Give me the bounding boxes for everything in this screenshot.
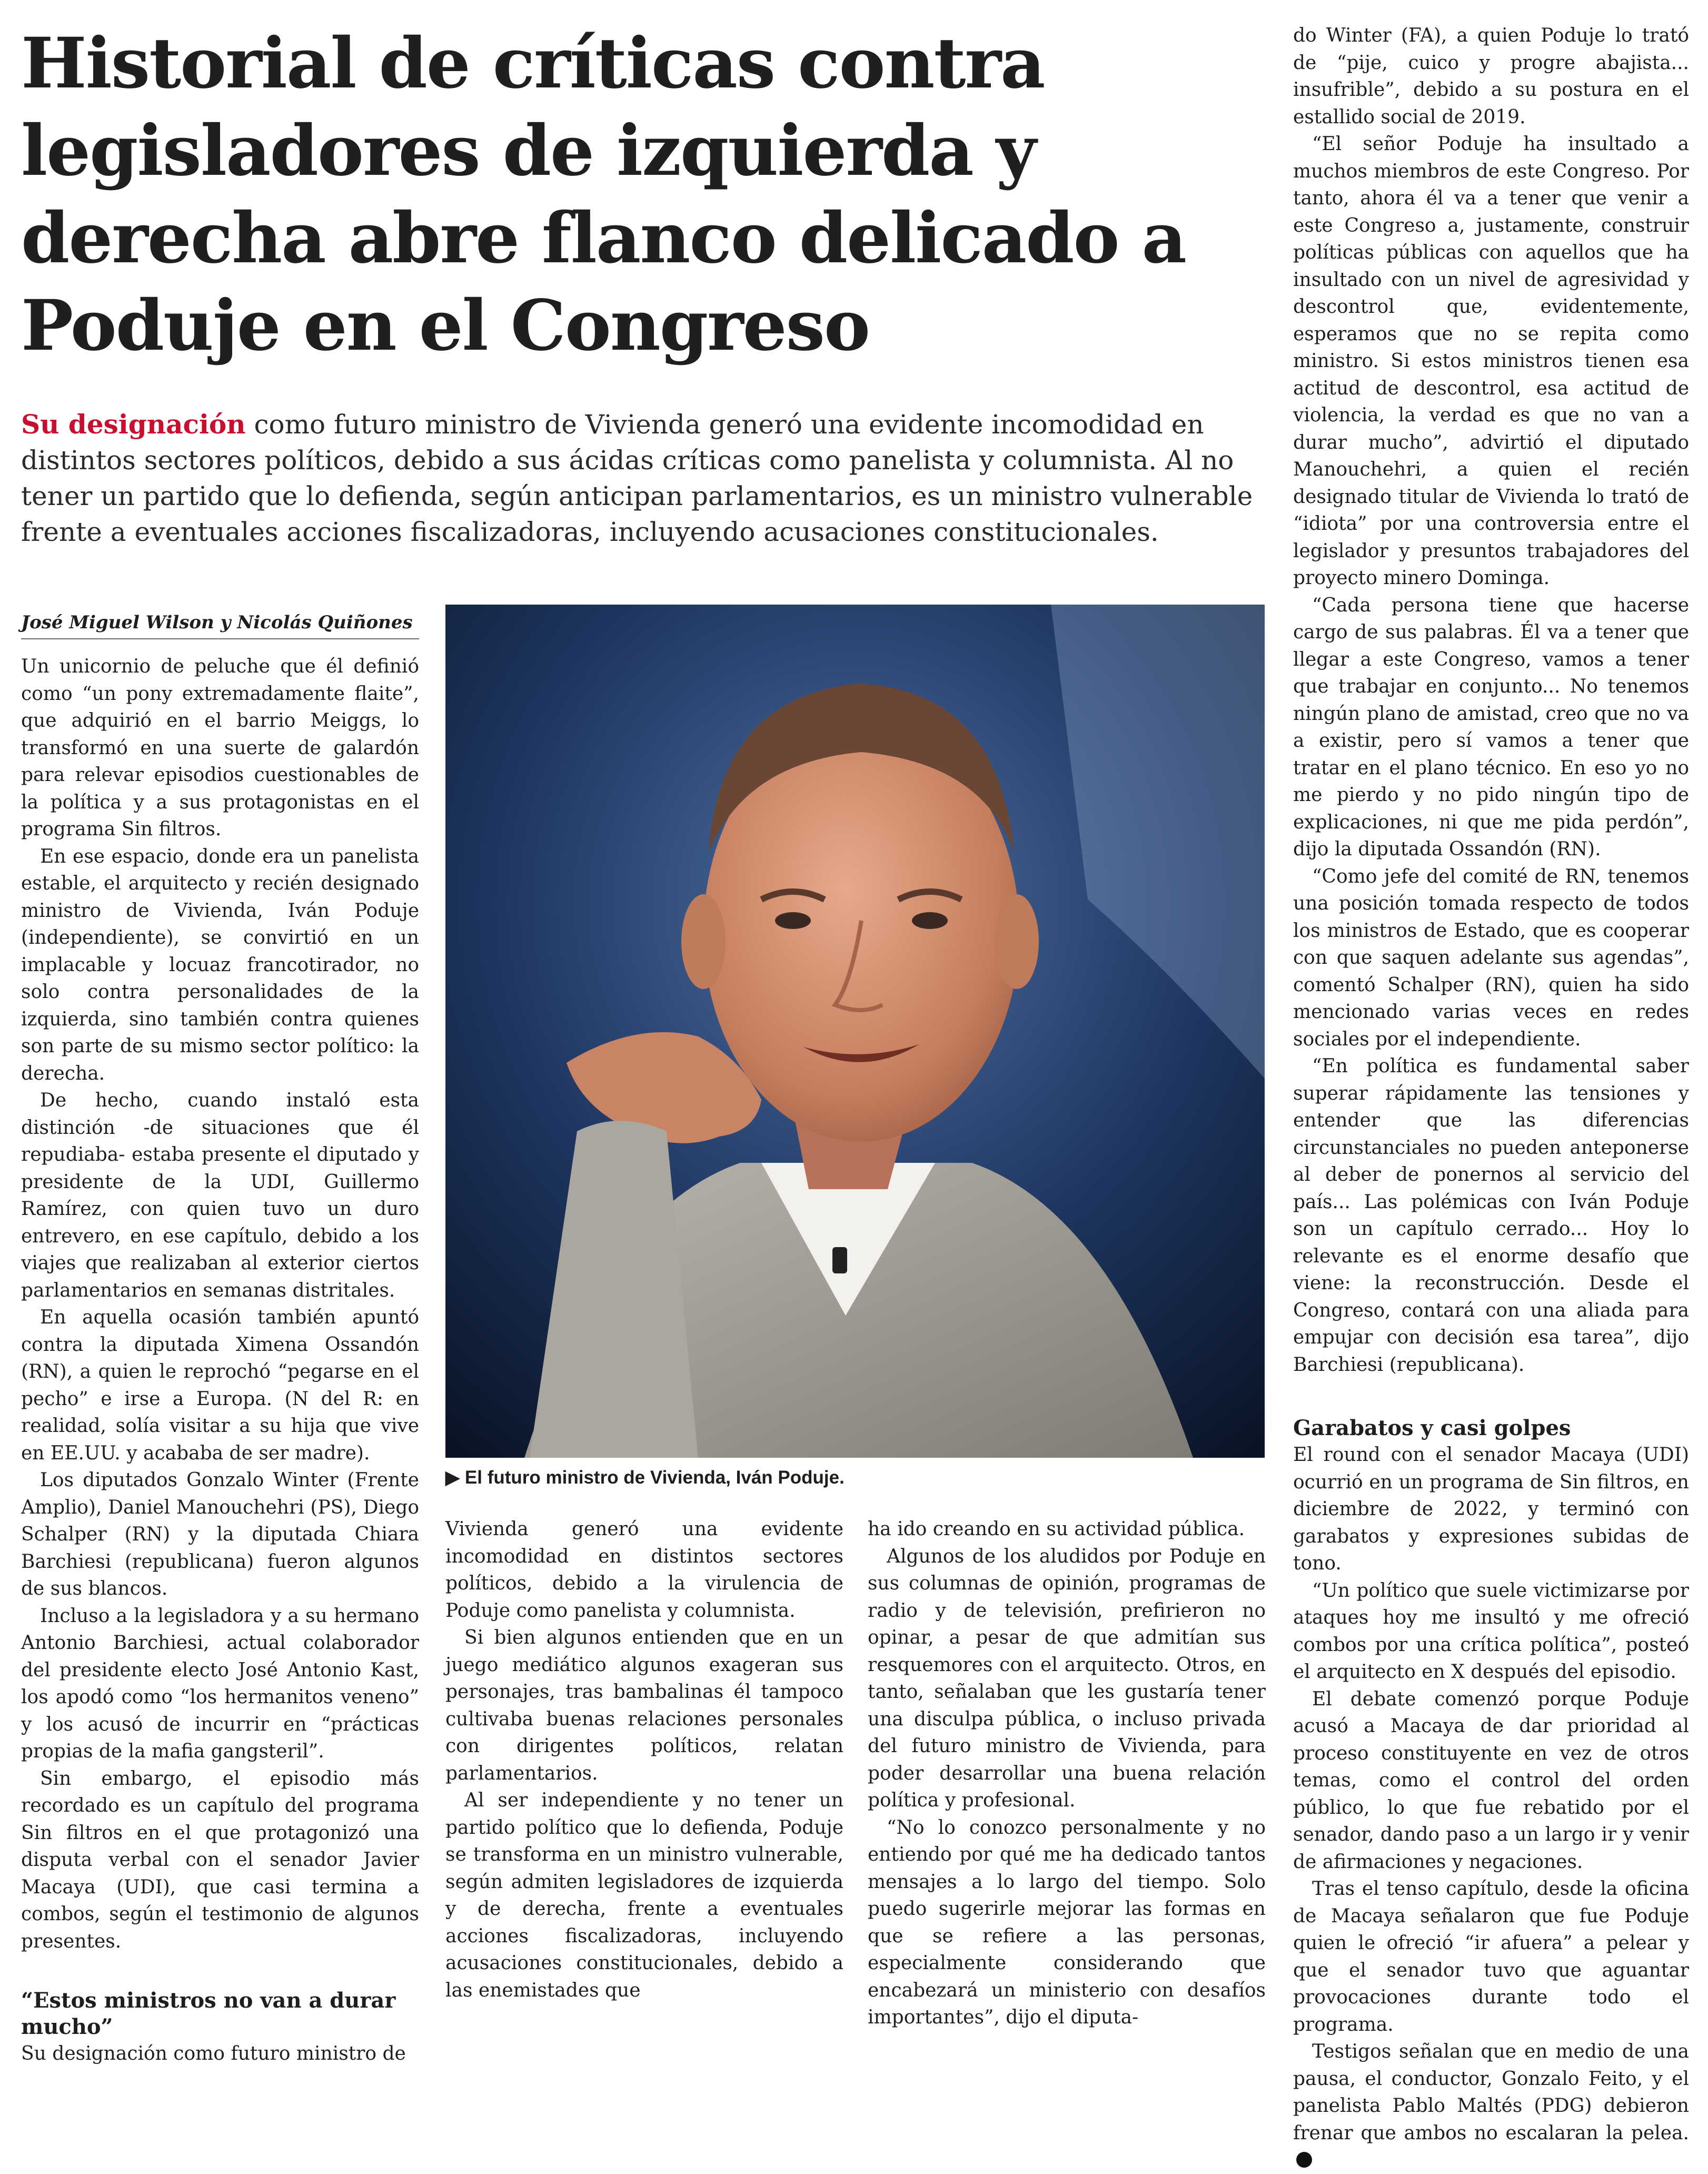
paragraph: Si bien algunos entienden que en un juego mediático algunos exageran sus personajes, tras bambalinas él tampoco cultivaba buenas relaciones personales con dirigentes políticos, relatan parlamentarios. xyxy=(445,1627,843,1784)
paragraph: ha ido creando en su actividad pública. xyxy=(868,1518,1245,1540)
paragraph: Al ser independiente y no tener un partido político que lo defienda, Poduje se transforma en un ministro vulnerable, según admiten legisladores de izquierda y de derecha, frente a eventuales acciones fiscalizadoras, incluyendo acusaciones constitucionales, debido a las enemistades que xyxy=(445,1790,843,2001)
column-3 xyxy=(868,1516,1266,2031)
paragraph xyxy=(1293,2038,1689,2174)
caption-text: El futuro ministro de Vivienda, Iván Poduje. xyxy=(464,1467,845,1488)
paragraph: Sin embargo, el episodio más recordado es un capítulo del programa Sin filtros en el que protagonizó una disputa verbal con el senador Javier Macaya (UDI), que casi termina a combos, según el testimonio de algunos presentes. xyxy=(21,1767,419,1952)
lede xyxy=(21,407,1274,550)
lede-text: como futuro ministro de Vivienda generó una evidente incomodidad en distintos sectores políticos, debido a sus ácidas críticas como panelista y columnista. Al no tener un partido que lo defienda, según anticipan parlamentarios, es un ministro vulnerable frente a eventuales acciones fiscalizadoras, incluyendo acusaciones constitucionales. xyxy=(21,409,1253,547)
lede-lead-in: Su designación xyxy=(21,409,246,440)
column-1 xyxy=(21,653,419,2068)
paragraph: De hecho, cuando instaló esta distinción -de situaciones que él repudiaba- estaba presente el diputado y presidente de la UDI, Guillermo Ramírez, con quien tuvo un duro entrevero, en ese capítulo, debido a los viajes que realizaban al exterior ciertos parlamentarios en semanas distritales. xyxy=(21,1090,419,1301)
triangle-right-icon: ▶ xyxy=(445,1467,460,1488)
headline: Historial de críticas contra legisladores de izquierda y derecha abre flanco delicado a Poduje en el Congreso xyxy=(21,23,1186,367)
portrait-photo xyxy=(445,605,1265,1458)
paragraph: “No lo conozco personalmente y no entiendo por qué me ha dedicado tantos mensajes a lo largo del tiempo. Solo puedo sugerirle mejorar las formas en que se refiere a las personas, especialmente considerando que encabezará un ministerio con desafíos importantes”, dijo el diputa- xyxy=(868,1816,1266,2028)
paragraph: El debate comenzó porque Poduje acusó a Macaya de dar prioridad al proceso constituyente en vez de otros temas, como el control del orden público, lo que fue rebatido por el senador, dando paso a un largo ir y venir de afirmaciones y negaciones. xyxy=(1293,1688,1689,1873)
paragraph: Vivienda generó una evidente incomodidad en distintos sectores políticos, debido a la virulencia de Poduje como panelista y columnista. xyxy=(445,1518,843,1622)
paragraph: En aquella ocasión también apuntó contra la diputada Ximena Ossandón (RN), a quien le reprochó “pegarse en el pecho” e irse a Europa. (N del R: en realidad, solía visitar a su hija que vive en EE.UU. y acababa de ser madre). xyxy=(21,1307,419,1464)
paragraph: Algunos de los aludidos por Poduje en sus columnas de opinión, programas de radio y de televisión, prefirieron no opinar, a pesar de que admitían sus resquemores con el arquitecto. Otros, en tanto, señalaban que les gustaría tener una disculpa pública, o incluso privada del futuro ministro de Vivienda, para poder desarrollar una buena relación política y profesional. xyxy=(868,1545,1266,1811)
paragraph: Un unicornio de peluche que él definió como “un pony extremadamente flaite”, que adquirió en el barrio Meiggs, lo transformó en una suerte de galardón para relevar episodios cuestionables de la política y a sus protagonistas en el programa Sin filtros. xyxy=(21,656,419,840)
paragraph: “El señor Poduje ha insultado a muchos miembros de este Congreso. Por tanto, ahora él va a tener que venir a este Congreso a, justamente, construir políticas públicas con aquellos que ha insultado con un nivel de agresividad y descontrol que, evidentemente, esperamos que no se repita como ministro. Si estos ministros tienen esa actitud de descontrol, esa actitud de violencia, la verdad es que no van a durar mucho”, advirtió el diputado Manouchehri, a quien el recién designado titular de Vivienda lo trató de “idiota” por una controversia entre el legislador y presuntos trabajadores del proyecto minero Dominga. xyxy=(1293,133,1689,589)
paragraph: “Un político que suele victimizarse por ataques hoy me insultó y me ofreció combos por una crítica política”, posteó el arquitecto en X después del episodio. xyxy=(1293,1579,1689,1683)
column-4 xyxy=(1293,22,1689,2174)
paragraph: El round con el senador Macaya (UDI) ocurrió en un programa de Sin filtros, en diciembre de 2022, y terminó con garabatos y expresiones subidas de tono. xyxy=(1293,1444,1689,1574)
photo-caption xyxy=(445,1465,1265,1490)
paragraph: Los diputados Gonzalo Winter (Frente Amplio), Daniel Manouchehri (PS), Diego Schalper (RN) y la diputada Chiara Barchiesi (republicana) fueron algunos de sus blancos. xyxy=(21,1469,419,1599)
end-dot-icon xyxy=(1296,2152,1312,2168)
paragraph: Incluso a la legisladora y a su hermano Antonio Barchiesi, actual colaborador del presidente electo José Antonio Kast, los apodó como “los hermanitos veneno” y los acusó de incurrir en “prácticas propias de la mafia gangsteril”. xyxy=(21,1605,419,1762)
paragraph: “Como jefe del comité de RN, tenemos una posición tomada respecto de todos los ministros de Estado, que es cooperar con que saquen adelante sus agendas”, comentó Schalper (RN), quien ha sido mencionado varias veces en redes sociales por el independiente. xyxy=(1293,865,1689,1050)
paragraph: “Cada persona tiene que hacerse cargo de sus palabras. Él va a tener que llegar a este Congreso, vamos a tener que trabajar en conjunto... No tenemos ningún plano de amistad, creo que no va a existir, pero sí vamos a tener que tratar en el plano técnico. En eso yo no me pierdo y no pido ningún tipo de explicaciones, ni que me pida perdón”, dijo la diputada Ossandón (RN). xyxy=(1293,594,1689,860)
paragraph-text: Testigos señalan que en medio de una pausa, el conductor, Gonzalo Feito, y el panelista Pablo Maltés (PDG) debieron frenar que ambos no escalaran la pelea. xyxy=(1293,2041,1689,2144)
paragraph: do Winter (FA), a quien Poduje lo trató de “pije, cuico y progre abajista... insufrible”, debido a su postura en el estallido social de 2019. xyxy=(1293,25,1689,128)
portrait-illustration xyxy=(445,605,1265,1458)
paragraph: En ese espacio, donde era un panelista estable, el arquitecto y recién designado ministro de Vivienda, Iván Poduje (independiente), se convirtió en un implacable y locuaz francotirador, no solo contra personalidades de la izquierda, sino también contra quienes son parte de su mismo sector político: la derecha. xyxy=(21,845,419,1084)
paragraph: “En política es fundamental saber superar rápidamente las tensiones y entender que las diferencias circunstanciales no pueden anteponerse al deber de ponernos al servicio del país... Las polémicas con Iván Poduje son un capítulo cerrado... Hoy lo relevante es el enorme desafío que viene: la reconstrucción. Desde el Congreso, contará con una aliada para empujar con decisión esa tarea”, dijo Barchiesi (republicana). xyxy=(1293,1055,1689,1376)
paragraph: Su designación como futuro ministro de xyxy=(21,2043,406,2064)
paragraph: Tras el tenso capítulo, desde la oficina de Macaya señalaron que fue Poduje quien le ofreció “ir afuera” a pelear y que el senador tuvo que aguantar provocaciones durante todo el programa. xyxy=(1293,1878,1689,2035)
column-2 xyxy=(445,1516,843,2004)
subhead: Garabatos y casi golpes xyxy=(1293,1416,1571,1440)
byline: José Miguel Wilson y Nicolás Quiñones xyxy=(21,610,419,639)
subhead: “Estos ministros no van a durar mucho” xyxy=(21,1988,396,2039)
